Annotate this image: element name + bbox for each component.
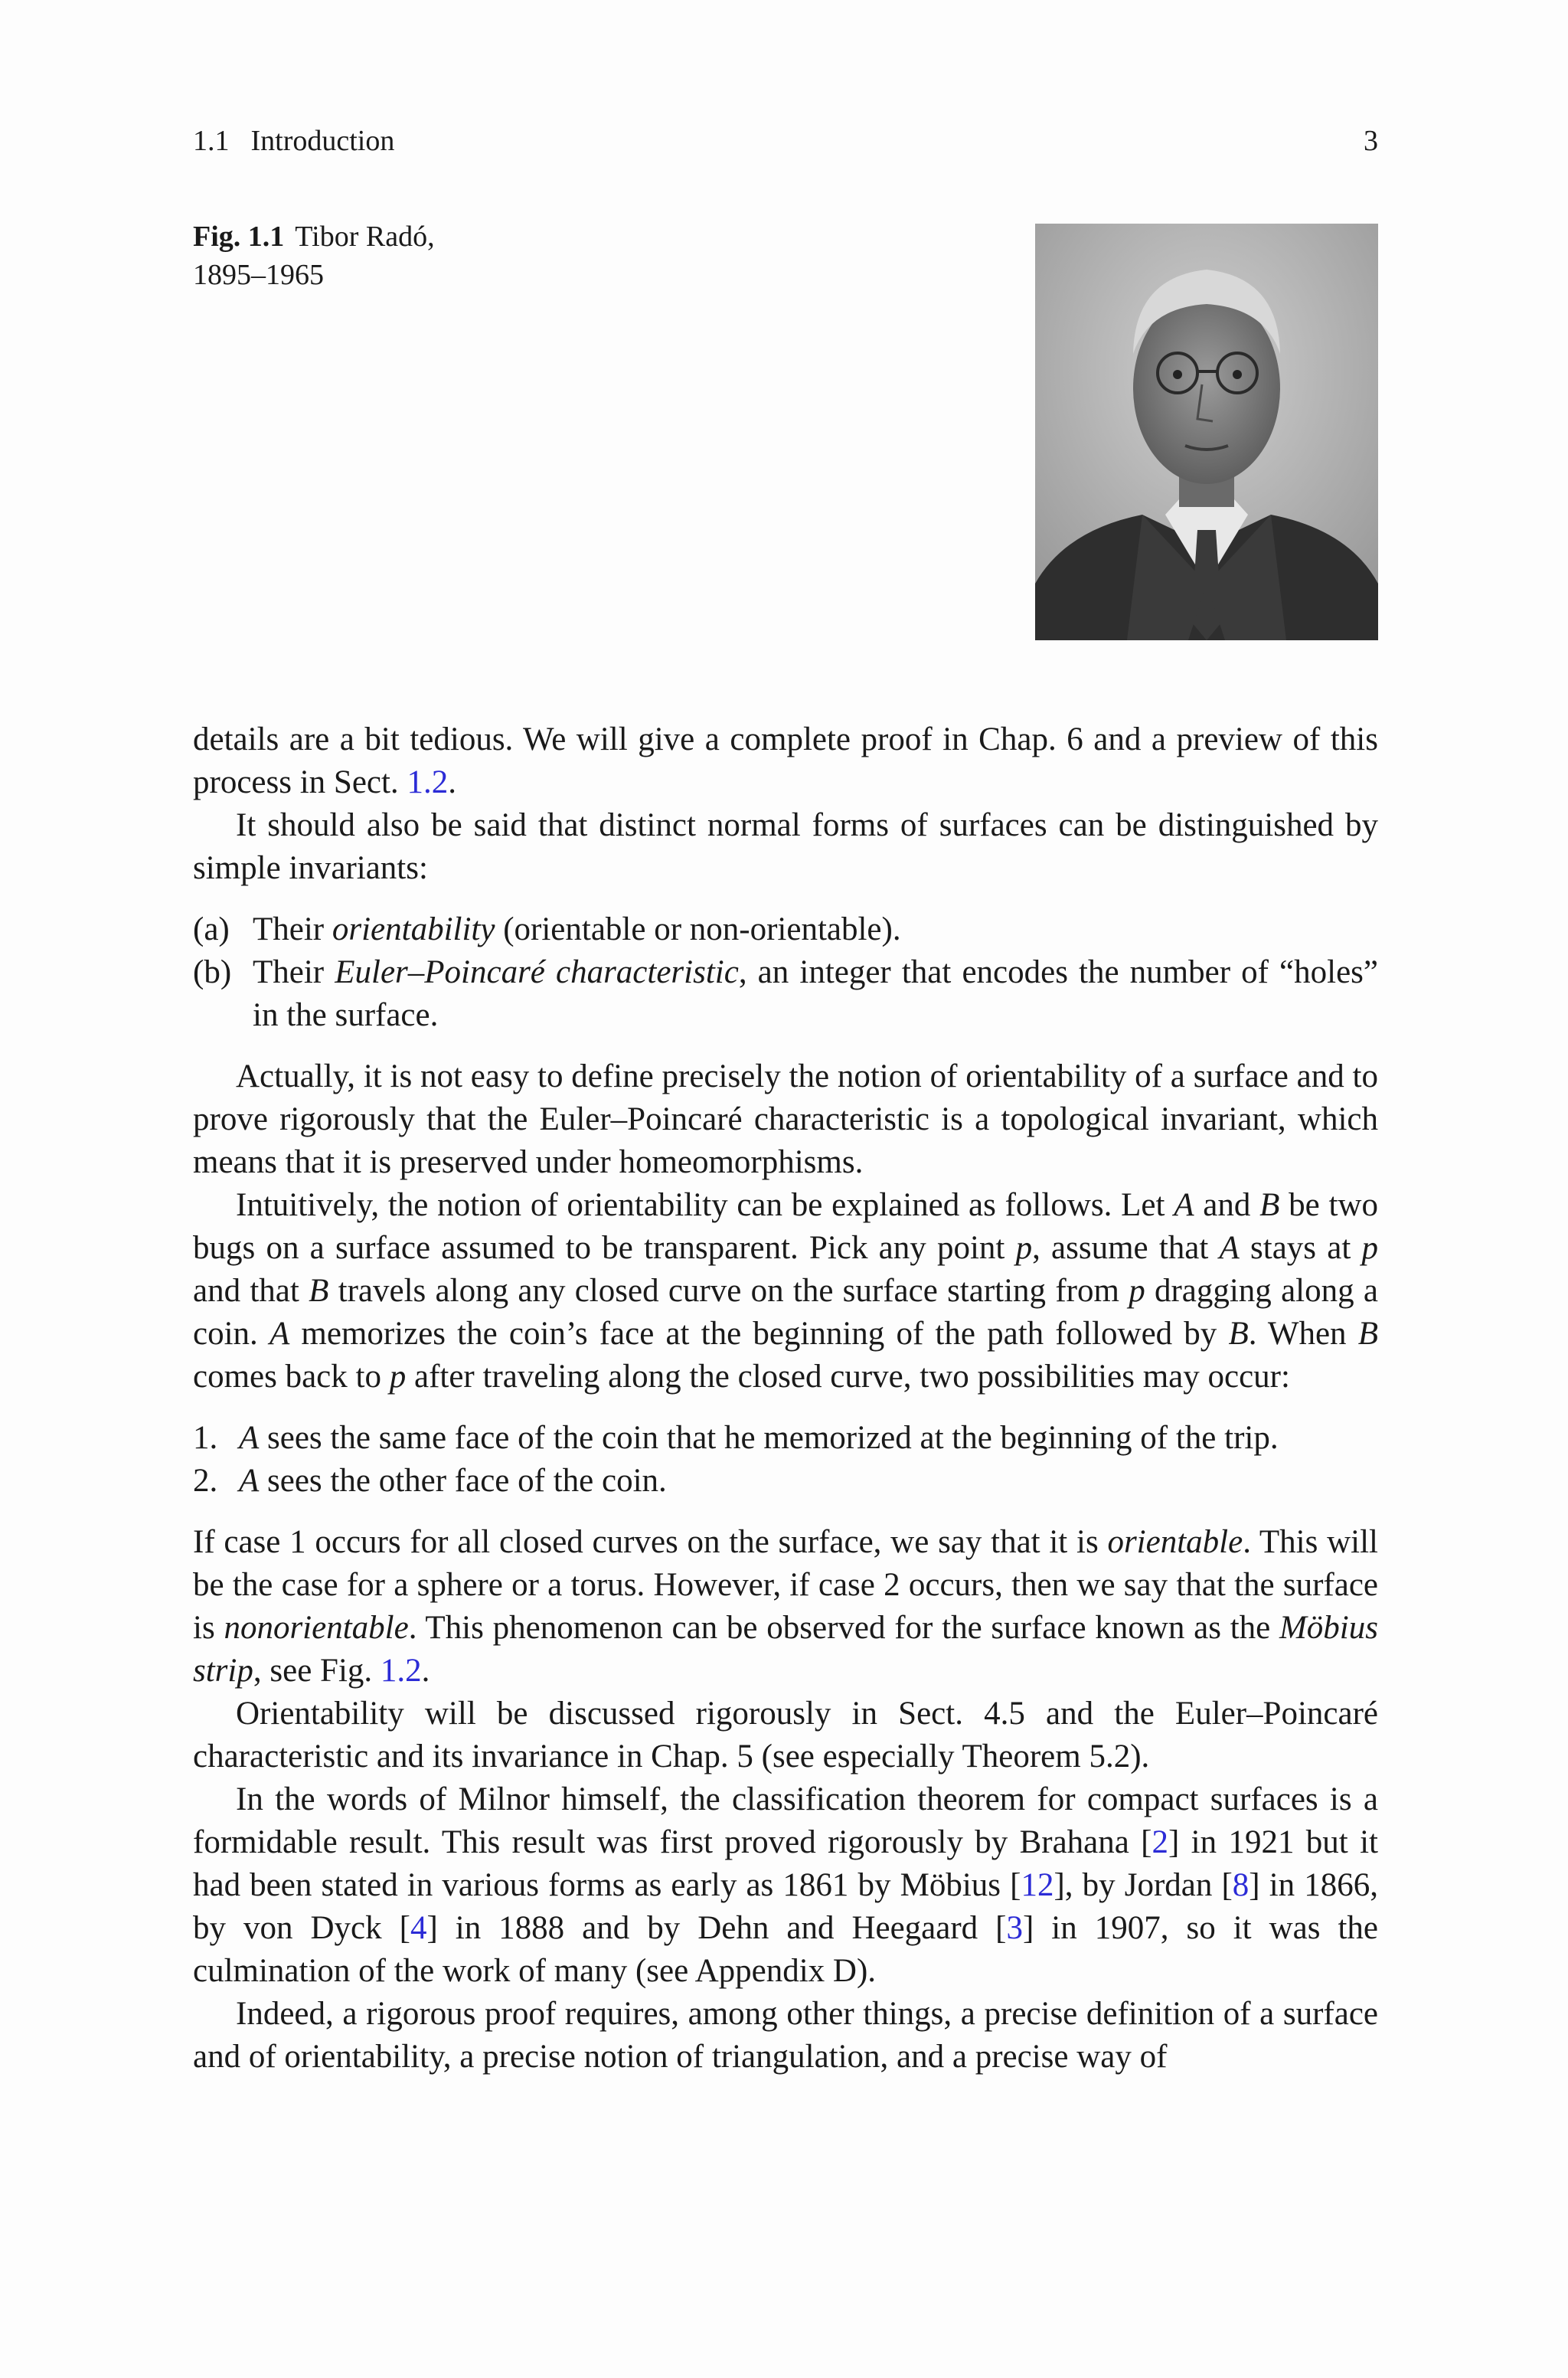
paragraph-4: Intuitively, the notion of orientability can be explained as follows. Let A and B be two bugs on a surface assumed to be transparent. Pick any point p, assume that A stays at p and that B travels along any closed curve on the surface starting from p dragging along a coin. A memorizes the coin’s face at the beginning of the path followed by B. When B comes back to p after traveling along the closed curve, two possibilities may occur: (193, 1187, 1378, 1395)
list-label: 1. (193, 1420, 218, 1456)
section-title: Introduction (250, 125, 395, 157)
portrait-image (1035, 224, 1378, 640)
cases-list (193, 1417, 1378, 1503)
section-link[interactable]: 1.2 (407, 764, 449, 800)
portrait-photo (1035, 224, 1378, 640)
citation-link[interactable]: 2 (1152, 1824, 1168, 1860)
list-text: A sees the same face of the coin that he memorized at the beginning of the trip. (239, 1420, 1279, 1456)
citation-link[interactable]: 12 (1021, 1867, 1054, 1903)
term-orientability: orientability (332, 911, 495, 947)
paragraph-5: If case 1 occurs for all closed curves on the surface, we say that it is orientable. This will be the case for a sphere or a torus. However, if case 2 occurs, then we say that the surface is nonorientable. This phenomenon can be observed for the surface known as the Möbius strip, see Fig. 1.2. (193, 1524, 1378, 1689)
running-header (193, 124, 1378, 158)
list-item-1 (193, 1417, 1378, 1460)
paragraph-3: Actually, it is not easy to define precisely the notion of orientability of a surface and to prove rigorously that the Euler–Poincaré characteristic is a topological invariant, which means that it is preserved under homeomorphisms. (193, 1058, 1378, 1180)
page-number: 3 (1364, 125, 1378, 157)
list-text: A sees the other face of the coin. (239, 1463, 667, 1499)
header-section (193, 124, 394, 158)
paragraph-2: It should also be said that distinct normal forms of surfaces can be distinguished by simple invariants: (193, 807, 1378, 886)
list-text: Their orientability (orientable or non-orientable). (253, 911, 901, 947)
figure-caption (193, 218, 484, 294)
paragraph-8: Indeed, a rigorous proof requires, among other things, a precise definition of a surface and of orientability, a precise notion of triangulation, and a precise way of (193, 1996, 1378, 2075)
figure-caption-text: Tibor Radó, 1895–1965 (193, 221, 435, 291)
citation-link[interactable]: 3 (1006, 1910, 1023, 1946)
paragraph-6: Orientability will be discussed rigorously in Sect. 4.5 and the Euler–Poincaré characteristic and its invariance in Chap. 5 (see especially Theorem 5.2). (193, 1696, 1378, 1775)
list-text: Their Euler–Poincaré characteristic, an integer that encodes the number of “holes” in the surface. (253, 954, 1378, 1033)
citation-link[interactable]: 4 (410, 1910, 427, 1946)
paragraph-7: In the words of Milnor himself, the classification theorem for compact surfaces is a formidable result. This result was first proved rigorously by Brahana [2] in 1921 but it had been stated in various forms as early as 1861 by Möbius [12], by Jordan [8] in 1866, by von Dyck [4] in 1888 and by Dehn and Heegaard [3] in 1907, so it was the culmination of the work of many (see Appendix D). (193, 1781, 1378, 1989)
list-label: (b) (193, 954, 232, 990)
section-number: 1.1 (193, 125, 230, 157)
figure-link[interactable]: 1.2 (380, 1653, 422, 1689)
p1-end: . (448, 764, 456, 800)
citation-link[interactable]: 8 (1232, 1867, 1250, 1903)
body-text (193, 718, 1378, 2079)
list-item-a (193, 908, 1378, 951)
figure-label: Fig. 1.1 (193, 221, 285, 253)
list-item-b (193, 951, 1378, 1037)
paragraph-1 (193, 718, 1378, 804)
p1-text: details are a bit tedious. We will give a complete proof in Chap. 6 and a preview of this process in Sect. (193, 721, 1378, 800)
list-label: (a) (193, 911, 230, 947)
term-euler-poincare: Euler–Poincaré characteristic (335, 954, 739, 990)
list-item-2 (193, 1460, 1378, 1503)
list-label: 2. (193, 1463, 218, 1499)
invariants-list (193, 908, 1378, 1037)
